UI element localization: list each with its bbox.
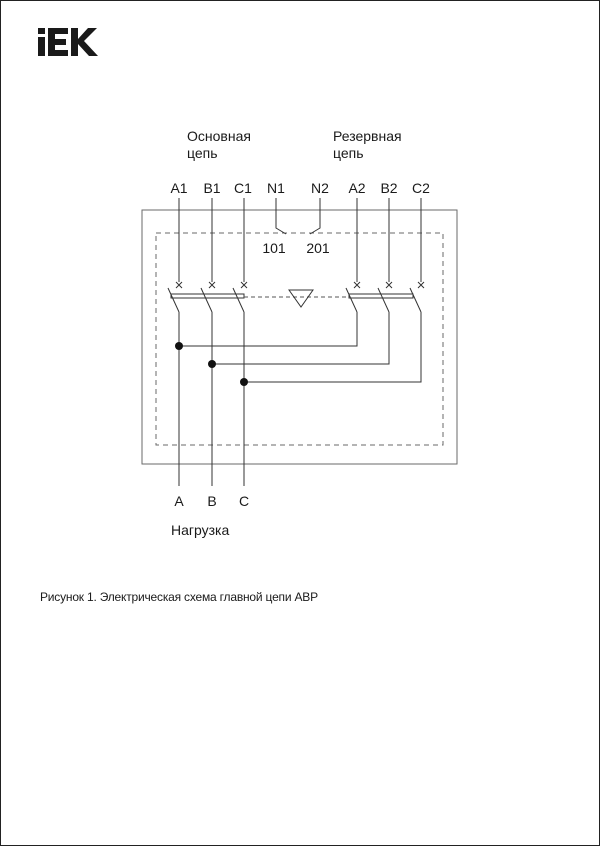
terminal-c2: C2 (412, 180, 430, 196)
load-terminal-c: C (238, 493, 250, 509)
terminal-a1: A1 (170, 180, 188, 196)
junction-dot-c (240, 378, 248, 386)
neutral-label-101: 101 (262, 240, 286, 256)
terminal-b2: B2 (380, 180, 398, 196)
main-circuit-label: Основная цепь (187, 128, 251, 161)
drive-triangle (289, 290, 313, 307)
terminal-b1: B1 (203, 180, 221, 196)
junction-dot-b (208, 360, 216, 368)
figure-caption: Рисунок 1. Электрическая схема главной цепи АВР (40, 590, 318, 604)
neutral-label-201: 201 (306, 240, 330, 256)
load-terminal-b: B (207, 493, 217, 509)
reserve-circuit-label: Резервная цепь (333, 128, 402, 161)
load-terminal-a: A (174, 493, 184, 509)
terminal-a2: A2 (348, 180, 366, 196)
load-label: Нагрузка (171, 522, 230, 538)
junction-dot-a (175, 342, 183, 350)
terminal-n2: N2 (311, 180, 329, 196)
control-area-dashed (156, 233, 443, 445)
terminal-c1: C1 (234, 180, 252, 196)
terminal-n1: N1 (267, 180, 285, 196)
device-housing (142, 210, 457, 464)
